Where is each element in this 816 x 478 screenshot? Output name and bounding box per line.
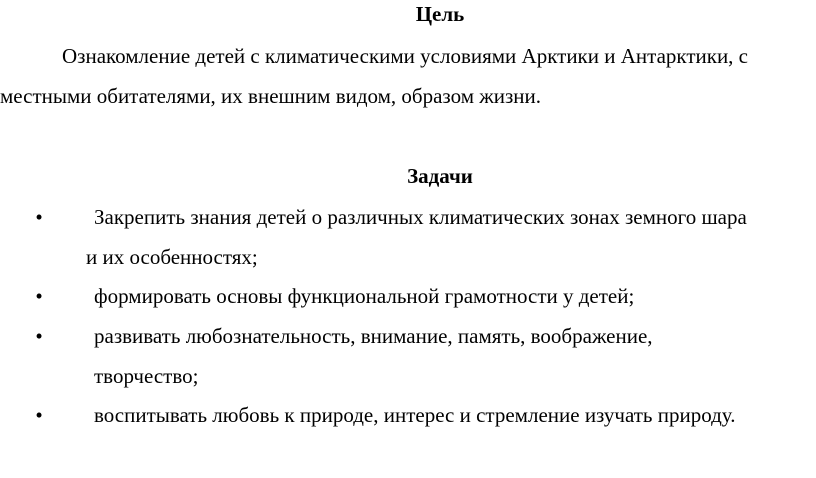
task-item-3-line-1: развивать любознательность, внимание, память, воображение, — [94, 324, 653, 348]
task-item-1-line-1: Закрепить знания детей о различных климатических зонах земного шара — [94, 205, 747, 229]
goal-heading: Цель — [415, 2, 465, 26]
bullet-icon: • — [35, 205, 43, 229]
bullet-icon: • — [35, 324, 43, 348]
task-item-2-line-1: формировать основы функциональной грамотности у детей; — [94, 284, 635, 308]
bullet-icon: • — [35, 403, 43, 427]
task-item-4-line-1: воспитывать любовь к природе, интерес и стремление изучать природу. — [94, 403, 736, 427]
goal-text-line-2: местными обитателями, их внешним видом, образом жизни. — [0, 84, 542, 108]
bullet-icon: • — [35, 284, 43, 308]
task-item-3-line-2: творчество; — [94, 364, 199, 388]
tasks-heading: Задачи — [407, 164, 473, 188]
goal-text-line-1: Ознакомление детей с климатическими условиями Арктики и Антарктики, с — [62, 44, 748, 68]
task-item-1-line-2: и их особенностях; — [86, 245, 258, 269]
